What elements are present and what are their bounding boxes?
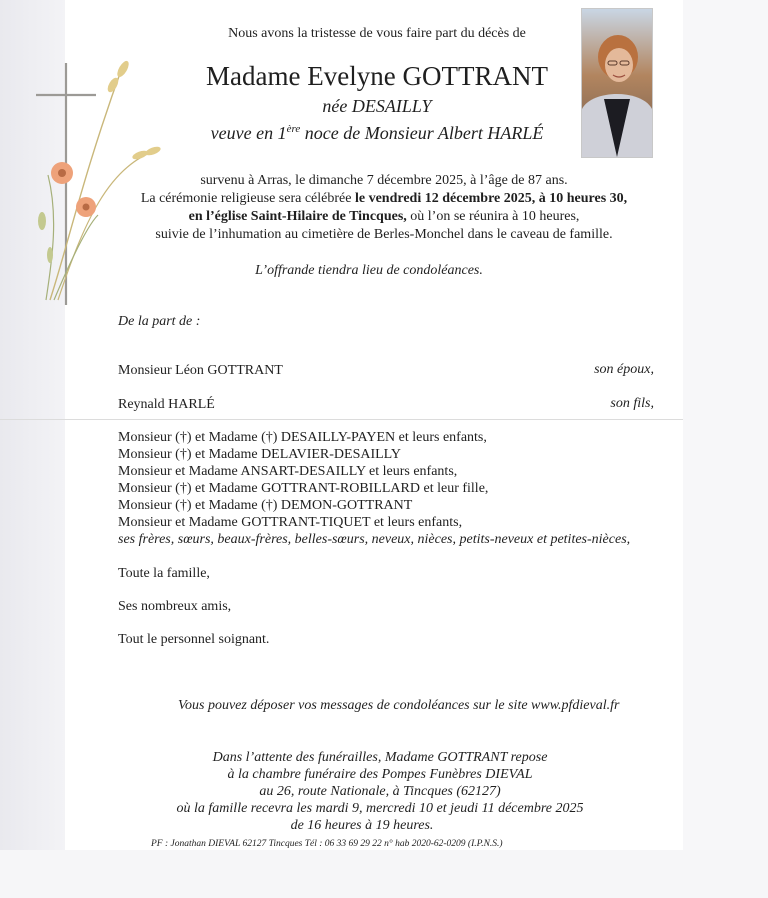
church-line: en l’église Saint-Hilaire de Tincques, où l’on se réunira à 10 heures, bbox=[188, 209, 580, 224]
son-relation: son fils, bbox=[610, 396, 654, 411]
burial-line: suivie de l’inhumation au cimetière de Berles-Monchel dans le caveau de famille. bbox=[155, 227, 613, 242]
caregivers-text: Tout le personnel soignant. bbox=[118, 632, 270, 647]
condolence-site-text: Vous pouvez déposer vos messages de condoléances sur le site www.pfdieval.fr bbox=[178, 698, 620, 713]
widow-line: veuve en 1ère noce de Monsieur Albert HARLÉ bbox=[210, 123, 544, 143]
whole-family-text: Toute la famille, bbox=[118, 566, 210, 581]
deceased-name: Madame Evelyne GOTTRANT bbox=[206, 61, 548, 91]
visitation-line: de 16 heures à 19 heures. bbox=[290, 818, 434, 833]
visitation-line: Dans l’attente des funérailles, Madame GOTTRANT repose bbox=[212, 750, 548, 765]
visitation-line: où la famille recevra les mardi 9, mercredi 10 et jeudi 11 décembre 2025 bbox=[176, 801, 584, 816]
visitation-line: à la chambre funéraire des Pompes Funèbres DIEVAL bbox=[227, 767, 533, 782]
visitation-line: au 26, route Nationale, à Tincques (62127) bbox=[259, 784, 501, 799]
intro-text: Nous avons la tristesse de vous faire part du décès de bbox=[228, 26, 526, 41]
scan-margin-right bbox=[683, 0, 768, 898]
family-line: Monsieur (†) et Madame (†) DESAILLY-PAYEN et leurs enfants, bbox=[118, 430, 487, 445]
paper-fold-line bbox=[0, 419, 683, 420]
family-line: Monsieur (†) et Madame (†) DEMON-GOTTRANT bbox=[118, 498, 413, 513]
death-line: survenu à Arras, le dimanche 7 décembre 2025, à l’âge de 87 ans. bbox=[200, 173, 568, 188]
ceremony-line: La cérémonie religieuse sera célébrée le vendredi 12 décembre 2025, à 10 heures 30, bbox=[140, 191, 628, 206]
friends-text: Ses nombreux amis, bbox=[118, 599, 232, 614]
maiden-name: née DESAILLY bbox=[322, 96, 432, 116]
extended-family-line: ses frères, sœurs, beaux-frères, belles-sœurs, neveux, nièces, petits-neveux et petites-nièces, bbox=[118, 532, 631, 547]
funeral-director-footer: PF : Jonathan DIEVAL 62127 Tincques Tél : 06 33 69 29 22 n° hab 2020-62-0209 (I.P.N.S.) bbox=[151, 839, 503, 849]
family-line: Monsieur et Madame ANSART-DESAILLY et leurs enfants, bbox=[118, 464, 458, 479]
scan-margin-bottom bbox=[0, 850, 768, 898]
family-line: Monsieur (†) et Madame GOTTRANT-ROBILLARD et leur fille, bbox=[118, 481, 489, 496]
husband-relation: son époux, bbox=[594, 362, 654, 377]
cross-flower-decoration-icon bbox=[28, 55, 178, 310]
deceased-photo bbox=[581, 8, 653, 158]
offrande-text: L’offrande tiendra lieu de condoléances. bbox=[255, 263, 483, 278]
family-line: Monsieur (†) et Madame DELAVIER-DESAILLY bbox=[118, 447, 401, 462]
de-la-part-label: De la part de : bbox=[118, 314, 201, 329]
son-name: Reynald HARLÉ bbox=[118, 397, 215, 412]
husband-name: Monsieur Léon GOTTRANT bbox=[118, 363, 283, 378]
family-line: Monsieur et Madame GOTTRANT-TIQUET et leurs enfants, bbox=[118, 515, 463, 530]
